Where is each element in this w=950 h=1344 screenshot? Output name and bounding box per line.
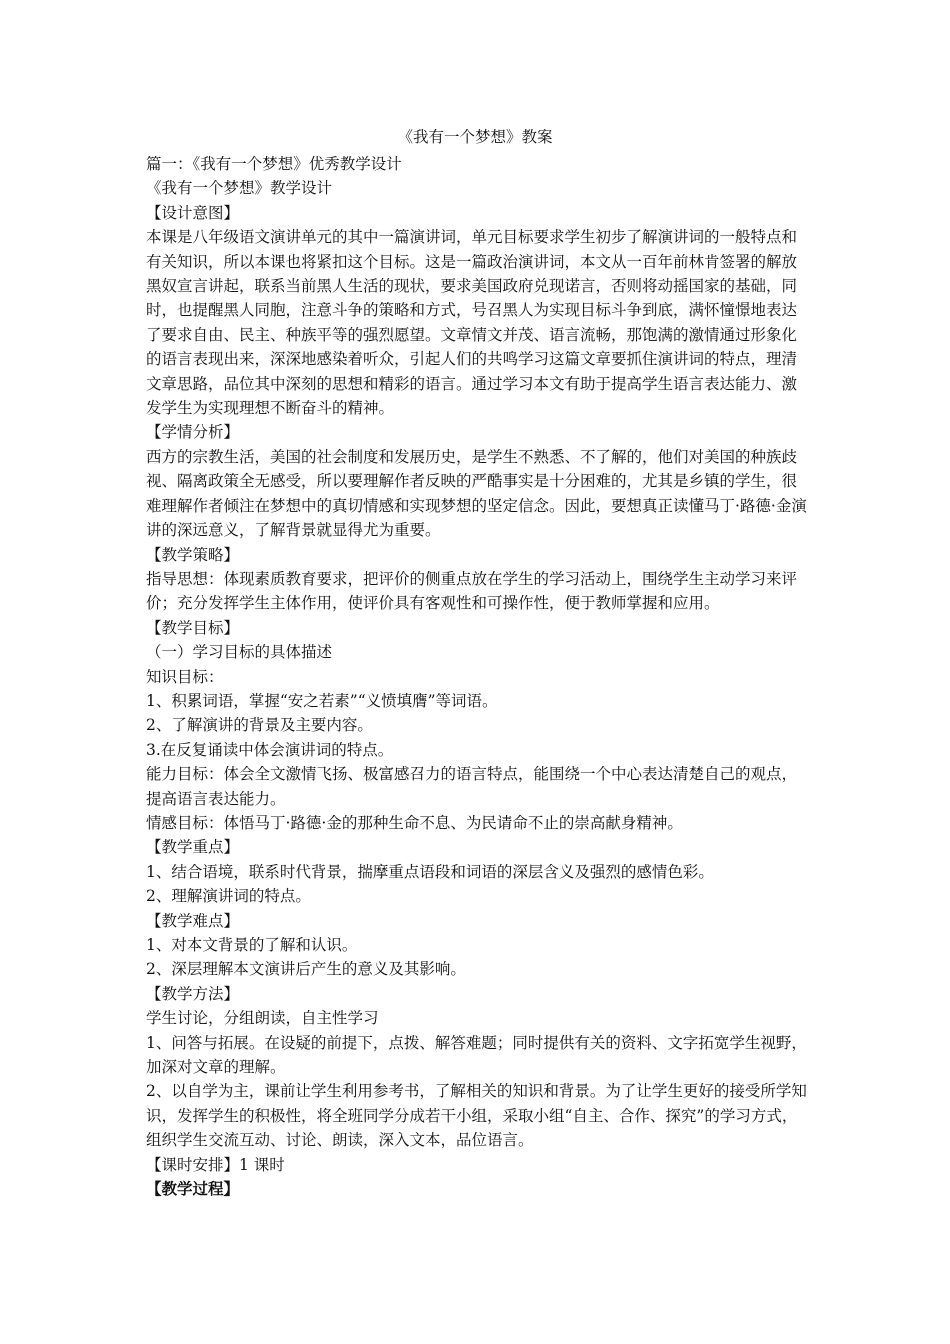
section-heading-objectives: 【教学目标】 [146,618,240,637]
document-title: 《我有一个梦想》教案 [397,128,553,146]
list-item: 2、了解演讲的背景及主要内容。 [146,716,373,735]
section-heading-learner-analysis: 【学情分析】 [146,423,240,442]
paragraph-design-title: 《我有一个梦想》教学设计 [146,179,333,198]
section-heading-design-intent: 【设计意图】 [146,203,240,222]
document-body [146,152,810,1201]
list-item: 1、对本文背景的了解和认识。 [146,936,358,954]
list-item: 1、积累词语，掌握“安之若素”“义愤填膺”等词语。 [146,691,498,710]
paragraph-learner-analysis: 西方的宗教生活，美国的社会制度和发展历史，是学生不熟悉、不了解的，他们对美国的种族歧视、隔离政策全无感受，所以要理解作者反映的严酷事实是十分困难的，尤其是乡镇的学生，很难理解作者倾注在梦想中的真切情感和实现梦想的坚定信念。因此，要想真正读懂马丁·路德·金演讲的深远意义，了解背景就显得尤为重要。 [146,447,807,540]
section-heading-key-points: 【教学重点】 [146,838,240,857]
paragraph-design-intent: 本课是八年级语文演讲单元的其中一篇演讲词，单元目标要求学生初步了解演讲词的一般特点和有关知识，所以本课也将紧扣这个目标。这是一篇政治演讲词，本文从一百年前林肯签署的解放黑奴宣言讲起，联系当前黑人生活的现状，要求美国政府兑现诺言，否则将动摇国家的基础，同时，也提醒黑人同胞，注意斗争的策略和方式，号召黑人为实现目标斗争到底，满怀憧憬地表达了要求自由、民主、种族平等的强烈愿望。文章情文并茂、语言流畅，那饱满的激情通过形象化的语言表现出来，深深地感染着听众，引起人们的共鸣学习这篇文章要抓住演讲词的特点，理清文章思路，品位其中深刻的思想和精彩的语言。通过学习本文有助于提高学生语言表达能力、激发学生为实现理想不断奋斗的精神。 [146,228,798,418]
list-item: 2、深层理解本文演讲后产生的意义及其影响。 [146,960,466,979]
paragraph-strategy: 指导思想：体现素质教育要求，把评价的侧重点放在学生的学习活动上，围绕学生主动学习来评价；充分发挥学生主体作用，使评价具有客观性和可操作性，便于教师掌握和应用。 [146,569,798,613]
list-item: 1、问答与拓展。在设疑的前提下，点拨、解答难题；同时提供有关的资料、文字拓宽学生视野，加深对文章的理解。 [146,1033,807,1077]
paragraph-subtitle: 篇一：《我有一个梦想》优秀教学设计 [146,155,402,173]
paragraph-knowledge-label: 知识目标： [146,667,224,686]
section-heading-difficulties: 【教学难点】 [146,911,240,930]
section-heading-methods: 【教学方法】 [146,984,240,1003]
paragraph-objectives-sub: （一）学习目标的具体描述 [146,643,333,662]
paragraph-ability: 能力目标：体会全文激情飞扬、极富感召力的语言特点，能围绕一个中心表达清楚自己的观点，提高语言表达能力。 [146,765,798,808]
paragraph-methods: 学生讨论，分组朗读，自主性学习 [146,1009,379,1028]
section-heading-strategy: 【教学策略】 [146,545,240,564]
section-heading-schedule: 【课时安排】1 课时 [146,1155,285,1174]
list-item: 2、理解演讲词的特点。 [146,887,311,906]
list-item: 3.在反复诵读中体会演讲词的特点。 [146,740,394,759]
section-heading-process: 【教学过程】 [146,1179,240,1199]
paragraph-emotion: 情感目标：体悟马丁·路德·金的那种生命不息、为民请命不止的崇高献身精神。 [146,813,683,832]
list-item: 1、结合语境，联系时代背景，揣摩重点语段和词语的深层含义及强烈的感情色彩。 [146,862,714,881]
list-item: 2、以自学为主，课前让学生利用参考书，了解相关的知识和背景。为了让学生更好的接受所学知识，发挥学生的积极性，将全班同学分成若干小组，采取小组“自主、合作、探究”的学习方式，组织学生交流互动、讨论、朗读，深入文本，品位语言。 [146,1082,807,1150]
